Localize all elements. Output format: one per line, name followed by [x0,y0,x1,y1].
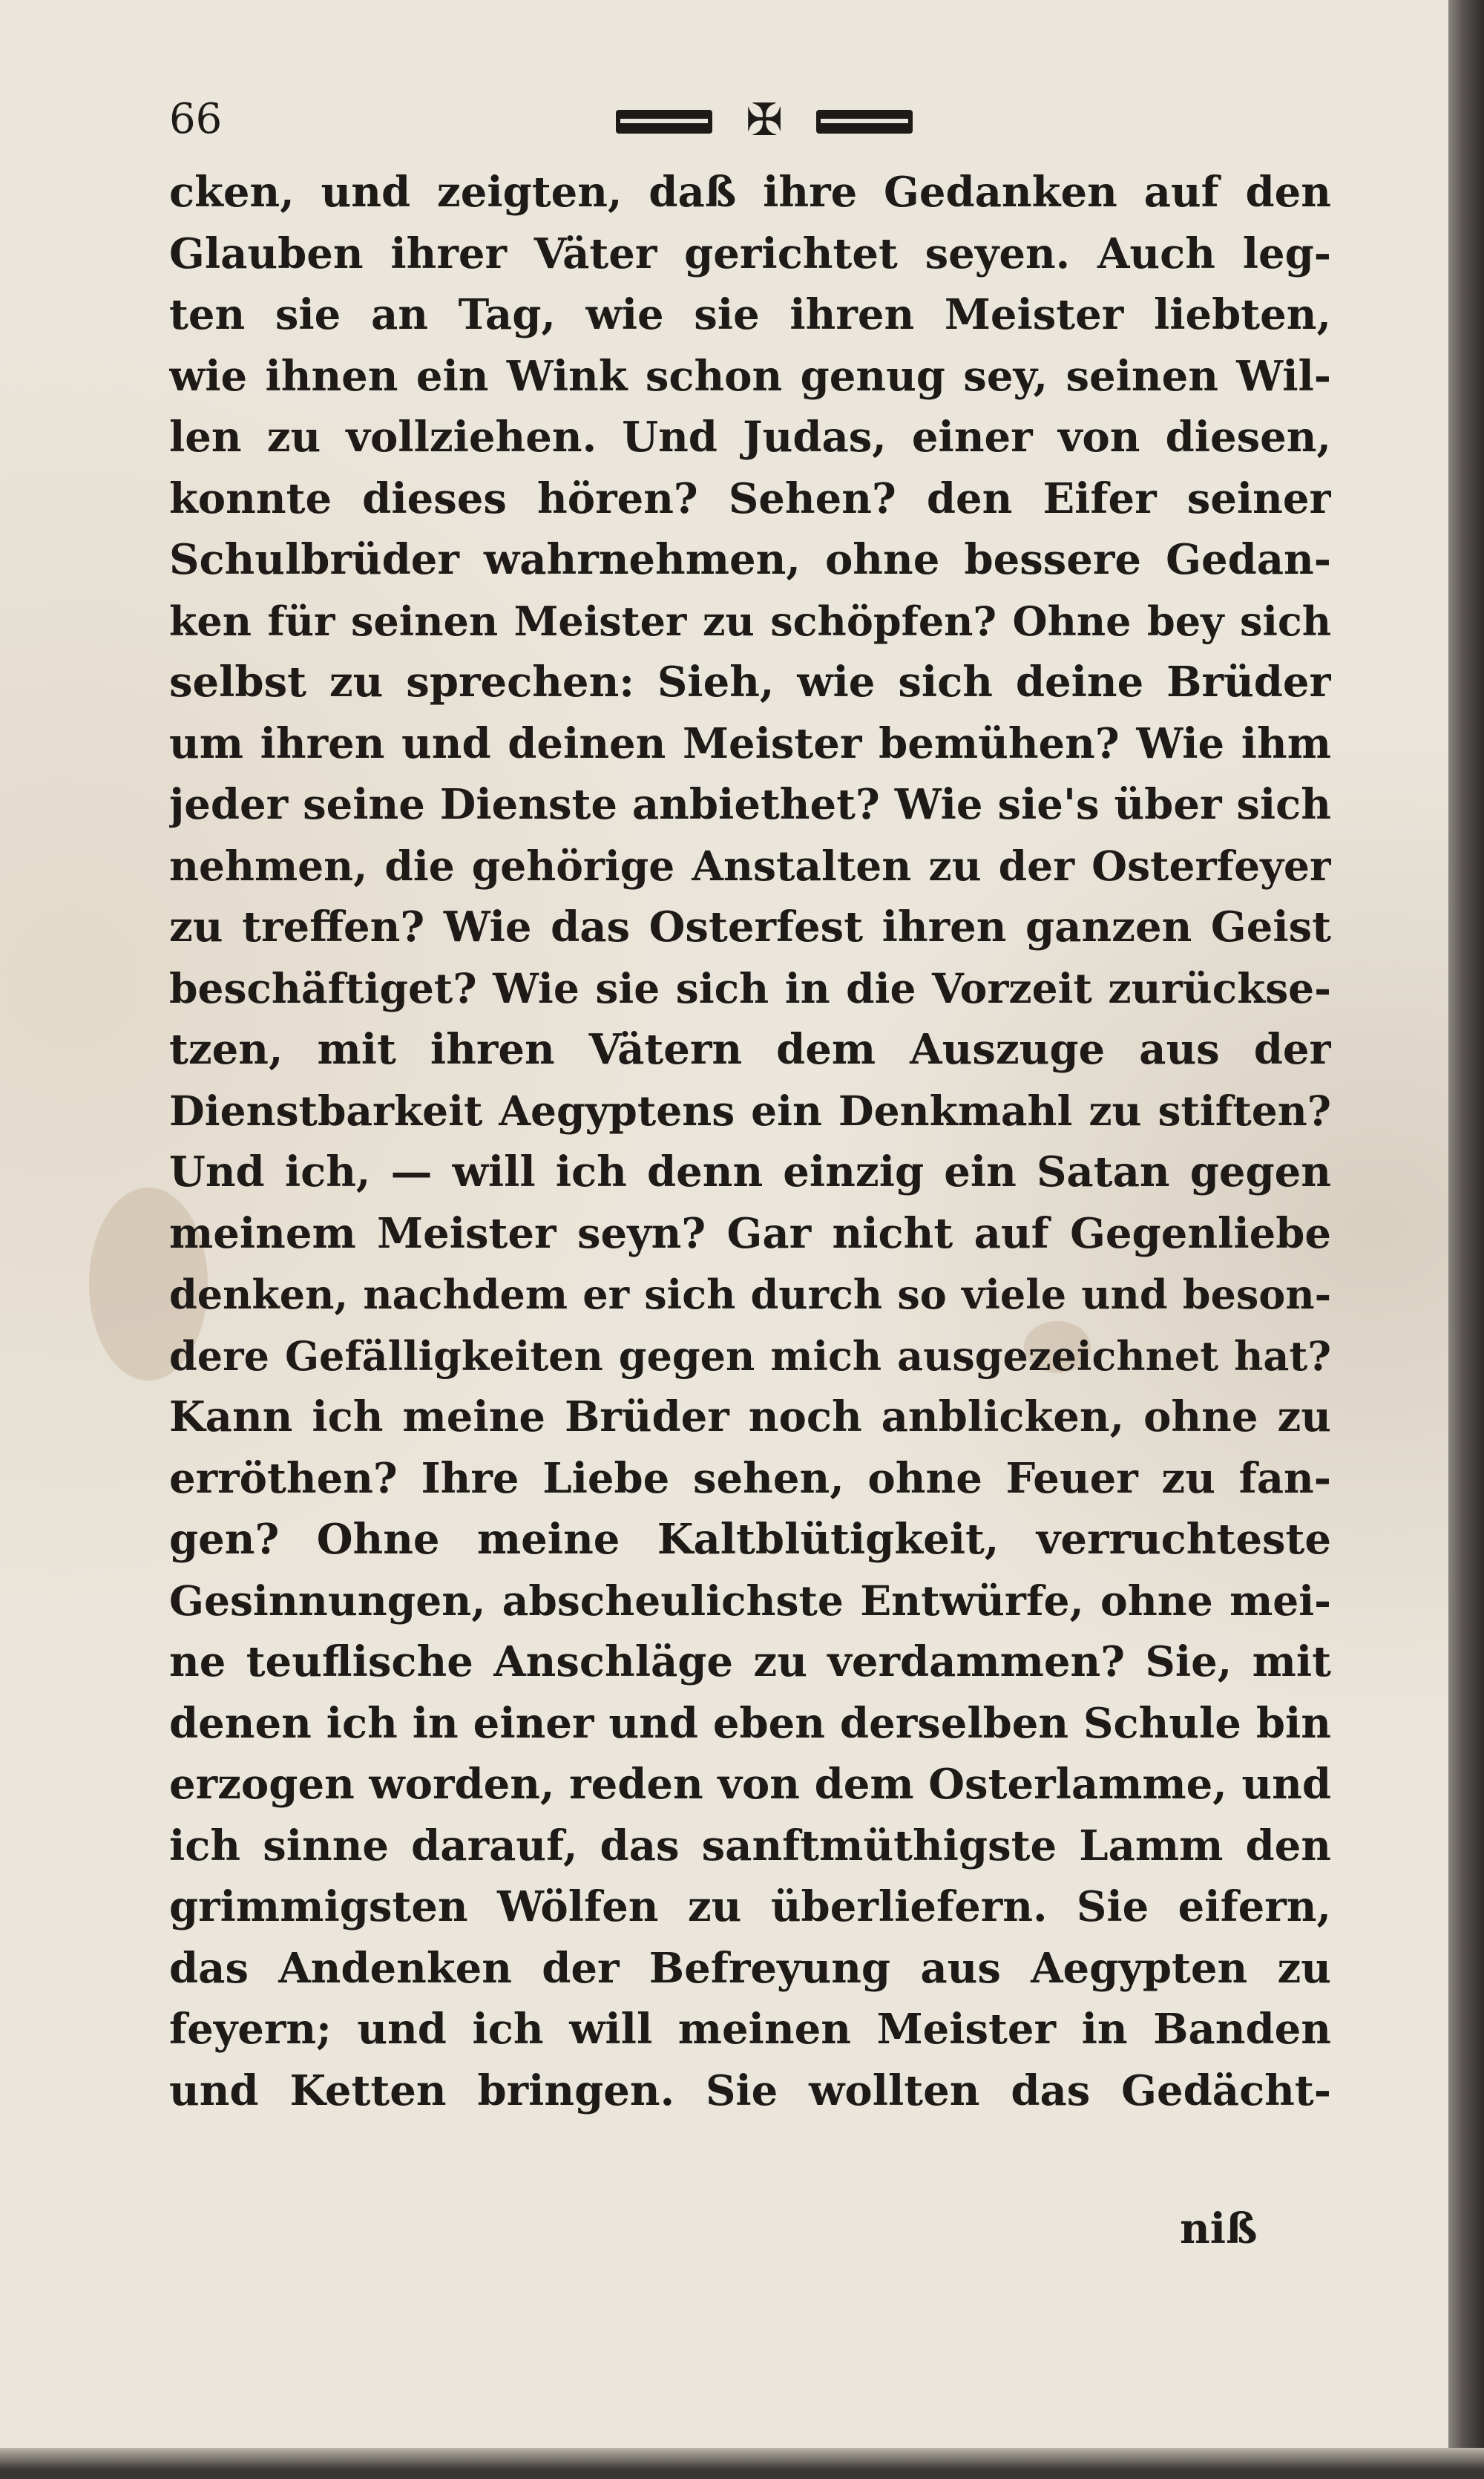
text-line: um ihren und deinen Meister bemühen? Wie ihm [169,718,1331,768]
text-line: Kann ich meine Brüder noch anblicken, ohne zu [169,1392,1331,1441]
ornament-bar-left [616,110,712,134]
text-line: und Ketten bringen. Sie wollten das Gedächt- [169,2066,1331,2115]
ornament-star-icon: ✠ [745,94,784,146]
text-line: ne teuflische Anschläge zu verdammen? Sie, mit [169,1637,1331,1686]
page-number: 66 [169,95,223,143]
text-line: cken, und zeigten, daß ihre Gedanken auf den [169,168,1331,217]
text-line: selbst zu sprechen: Sieh, wie sich deine Brüder [169,658,1331,707]
catchword: niß [1180,2204,1258,2253]
text-line: ich sinne darauf, das sanftmüthigste Lamm den [169,1821,1331,1870]
text-line: denen ich in einer und eben derselben Schule bin [169,1698,1331,1748]
text-line: nehmen, die gehörige Anstalten zu der Osterfeyer [169,841,1331,890]
text-line: denken, nachdem er sich durch so viele und beson- [169,1271,1331,1318]
text-line: zu treffen? Wie das Osterfest ihren ganzen Geist [169,903,1331,952]
ornament-bar-right [816,110,913,134]
page-bottom-edge [0,2448,1484,2479]
text-line: meinem Meister seyn? Gar nicht auf Gegenliebe [169,1208,1331,1258]
text-line: ken für seinen Meister zu schöpfen? Ohne bey sich [169,597,1331,645]
text-line: dere Gefälligkeiten gegen mich ausgezeichnet hat? [169,1332,1331,1380]
text-line: erzogen worden, reden von dem Osterlamme, und [169,1760,1331,1809]
text-line: gen? Ohne meine Kaltblütigkeit, verruchteste [169,1515,1331,1564]
text-line: jeder seine Dienste anbiethet? Wie sie's über sich [169,780,1331,829]
text-line: tzen, mit ihren Vätern dem Auszuge aus der [169,1025,1331,1074]
text-line: beschäftiget? Wie sie sich in die Vorzeit zurückse- [169,963,1331,1012]
text-line: len zu vollziehen. Und Judas, einer von diesen, [169,413,1331,462]
body-text [169,162,1331,2121]
text-line: feyern; und ich will meinen Meister in Banden [169,2005,1331,2054]
text-line: Schulbrüder wahrnehmen, ohne bessere Gedan- [169,535,1331,584]
text-line: Dienstbarkeit Aegyptens ein Denkmahl zu stiften? [169,1086,1331,1135]
text-line: das Andenken der Befreyung aus Aegypten zu [169,1943,1331,1993]
text-line: konnte dieses hören? Sehen? den Eifer seiner [169,474,1331,523]
text-line: Glauben ihrer Väter gerichtet seyen. Auch leg- [169,229,1331,278]
text-line: Und ich, — will ich denn einzig ein Satan gegen [169,1147,1331,1196]
text-line: ten sie an Tag, wie sie ihren Meister liebten, [169,290,1331,339]
book-gutter [1448,0,1484,2479]
text-line: erröthen? Ihre Liebe sehen, ohne Feuer zu fan- [169,1453,1331,1503]
text-line: grimmigsten Wölfen zu überliefern. Sie eifern, [169,1882,1331,1931]
text-line: wie ihnen ein Wink schon genug sey, seinen Wil- [169,351,1331,401]
text-line: Gesinnungen, abscheulichste Entwürfe, ohne mei- [169,1576,1331,1625]
header-ornament [616,94,913,146]
